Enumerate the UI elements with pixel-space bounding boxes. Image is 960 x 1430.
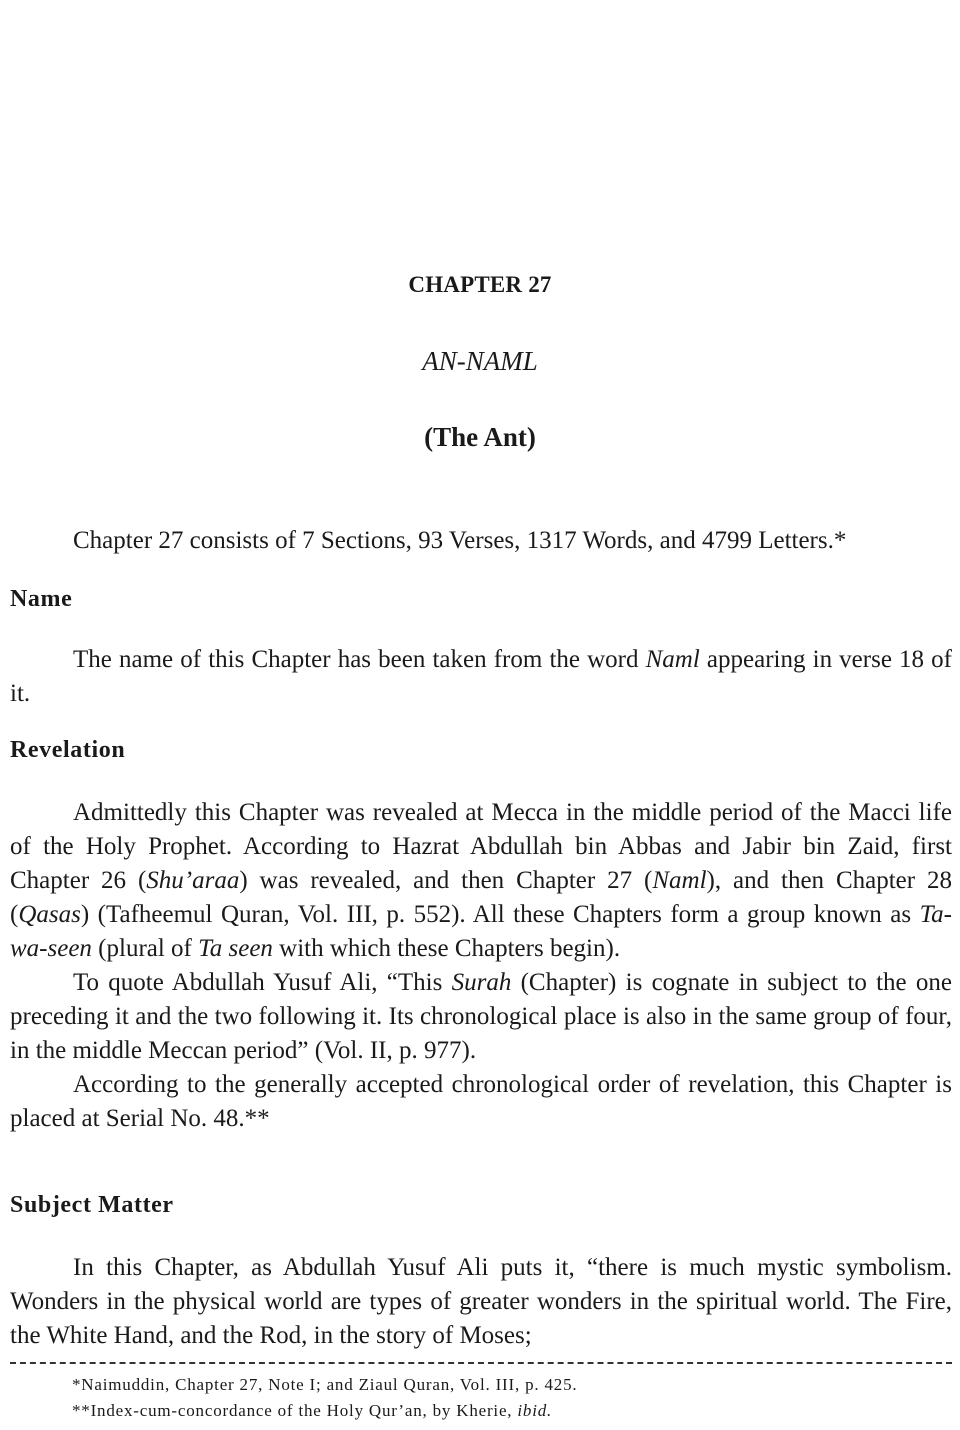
subject-paragraph bbox=[10, 1251, 952, 1353]
revelation-paragraph-1: Admittedly this Chapter was revealed at Mecca in the middle period of the Macci life of the Holy Prophet. According to Hazrat Abdullah bin Abbas and Jabir bin Zaid, first Chapter 26 (Shu’araa) was revealed, and then Chapter 27 (Naml), and then Chapter 28 (Qasas) (Tafheemul Quran, Vol. III, p. 552). All these Chapters form a group known as Ta-wa-seen (plural of Ta seen with which these Chapters begin). bbox=[10, 799, 952, 962]
section-heading-subject-matter: Subject Matter bbox=[10, 1192, 174, 1218]
footnotes bbox=[72, 1372, 952, 1424]
name-paragraph-text: The name of this Chapter has been taken from the word Naml appearing in verse 18 of it. bbox=[10, 646, 953, 707]
subject-paragraph-text: In this Chapter, as Abdullah Yusuf Ali puts it, “there is much mystic symbolism. Wonders in the physical world are types of greater wonders in the spiritual world. The Fire, the White Hand, and the Rod, in the story of Moses; bbox=[10, 1254, 952, 1349]
revelation-paragraphs bbox=[10, 796, 952, 1136]
intro-paragraph bbox=[10, 524, 952, 558]
section-heading-revelation: Revelation bbox=[10, 737, 126, 763]
footnote-1: *Naimuddin, Chapter 27, Note I; and Ziaul Quran, Vol. III, p. 425. bbox=[72, 1375, 578, 1394]
intro-text: Chapter 27 consists of 7 Sections, 93 Verses, 1317 Words, and 4799 Letters.* bbox=[73, 527, 847, 554]
footnote-2: **Index-cum-concordance of the Holy Qur’an, by Kherie, ibid. bbox=[72, 1401, 553, 1420]
chapter-subtitle: (The Ant) bbox=[424, 422, 536, 452]
chapter-title: AN-NAML bbox=[422, 346, 538, 376]
name-paragraph bbox=[10, 643, 952, 711]
chapter-number: CHAPTER 27 bbox=[408, 272, 552, 297]
revelation-paragraph-2: To quote Abdullah Yusuf Ali, “This Surah (Chapter) is cognate in subject to the one preceding it and the two following it. Its chronological place is also in the same group of four, in the middle Meccan period” (Vol. II, p. 977). bbox=[10, 969, 952, 1064]
footnote-divider bbox=[10, 1362, 952, 1364]
section-heading-name: Name bbox=[10, 586, 73, 612]
revelation-paragraph-3: According to the generally accepted chronological order of revelation, this Chapter is placed at Serial No. 48.** bbox=[10, 1071, 952, 1132]
